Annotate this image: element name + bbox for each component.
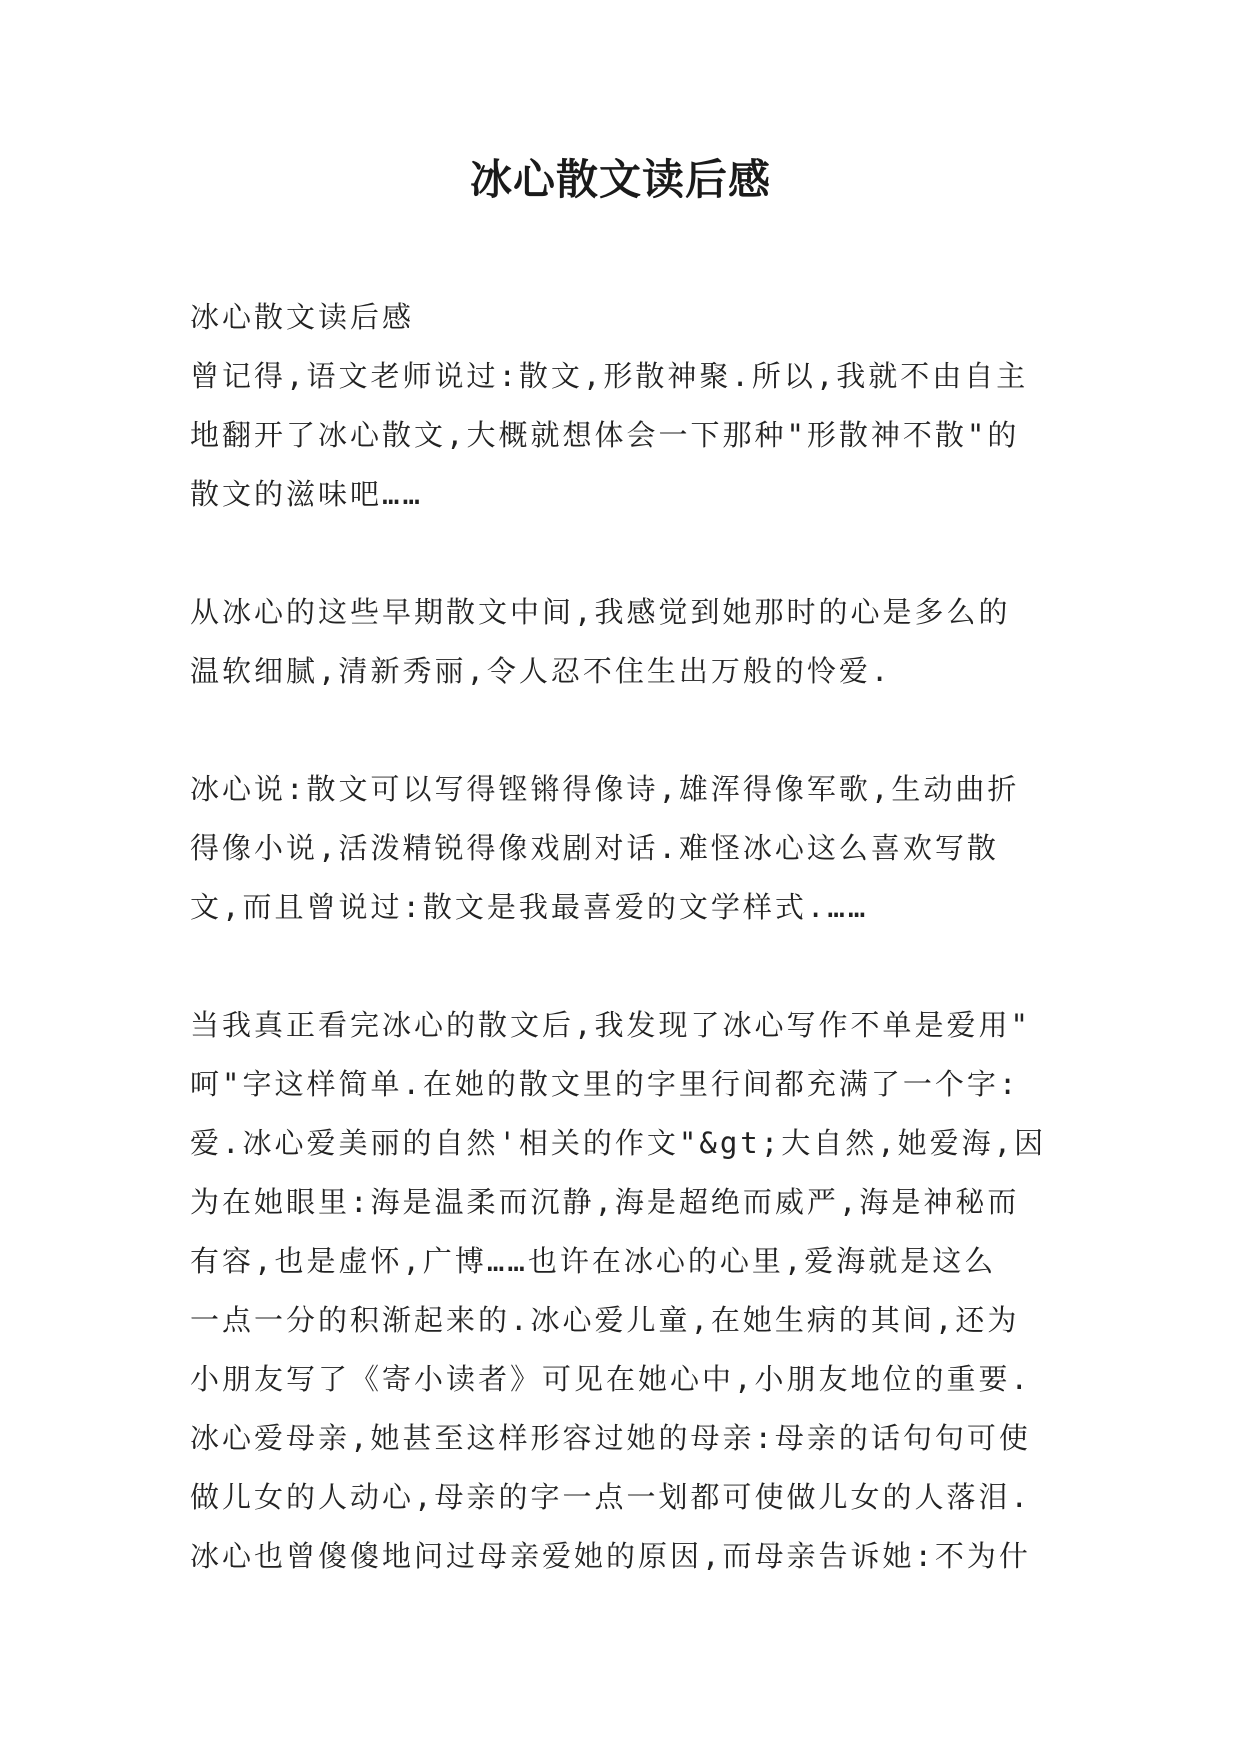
body-line: 呵"字这样简单.在她的散文里的字里行间都充满了一个字: xyxy=(190,1067,1020,1101)
body-line: 散文的滋味吧…… xyxy=(190,477,423,511)
body-line: 冰心爱母亲,她甚至这样形容过她的母亲:母亲的话句句可使 xyxy=(190,1421,1031,1455)
body-line: 文,而且曾说过:散文是我最喜爱的文学样式.…… xyxy=(190,890,869,924)
document-body xyxy=(190,288,1070,1586)
paragraph-gap xyxy=(190,701,1070,760)
body-line: 做儿女的人动心,母亲的字一点一划都可使做儿女的人落泪. xyxy=(190,1480,1031,1514)
body-line: 地翻开了冰心散文,大概就想体会一下那种"形散神不散"的 xyxy=(190,418,1020,452)
body-line: 得像小说,活泼精锐得像戏剧对话.难怪冰心这么喜欢写散 xyxy=(190,831,999,865)
body-line: 温软细腻,清新秀丽,令人忍不住生出万般的怜爱. xyxy=(190,654,892,688)
body-line: 小朋友写了《寄小读者》可见在她心中,小朋友地位的重要. xyxy=(190,1362,1031,1396)
body-line: 一点一分的积渐起来的.冰心爱儿童,在她生病的其间,还为 xyxy=(190,1303,1020,1337)
paragraph-gap xyxy=(190,937,1070,996)
body-line: 有容,也是虚怀,广博……也许在冰心的心里,爱海就是这么 xyxy=(190,1244,997,1278)
body-line: 冰心散文读后感 xyxy=(190,300,415,334)
body-line: 曾记得,语文老师说过:散文,形散神聚.所以,我就不由自主 xyxy=(190,359,1029,393)
body-line: 爱.冰心爱美丽的自然'相关的作文"&gt;大自然,她爱海,因 xyxy=(190,1126,1047,1160)
paragraph-gap xyxy=(190,524,1070,583)
document-title: 冰心散文读后感 xyxy=(469,155,771,204)
body-line: 为在她眼里:海是温柔而沉静,海是超绝而威严,海是神秘而 xyxy=(190,1185,1020,1219)
body-line: 从冰心的这些早期散文中间,我感觉到她那时的心是多么的 xyxy=(190,595,1011,629)
body-line: 当我真正看完冰心的散文后,我发现了冰心写作不单是爱用" xyxy=(190,1008,1031,1042)
body-line: 冰心也曾傻傻地问过母亲爱她的原因,而母亲告诉她:不为什 xyxy=(190,1539,1031,1573)
body-line: 冰心说:散文可以写得铿锵得像诗,雄浑得像军歌,生动曲折 xyxy=(190,772,1020,806)
